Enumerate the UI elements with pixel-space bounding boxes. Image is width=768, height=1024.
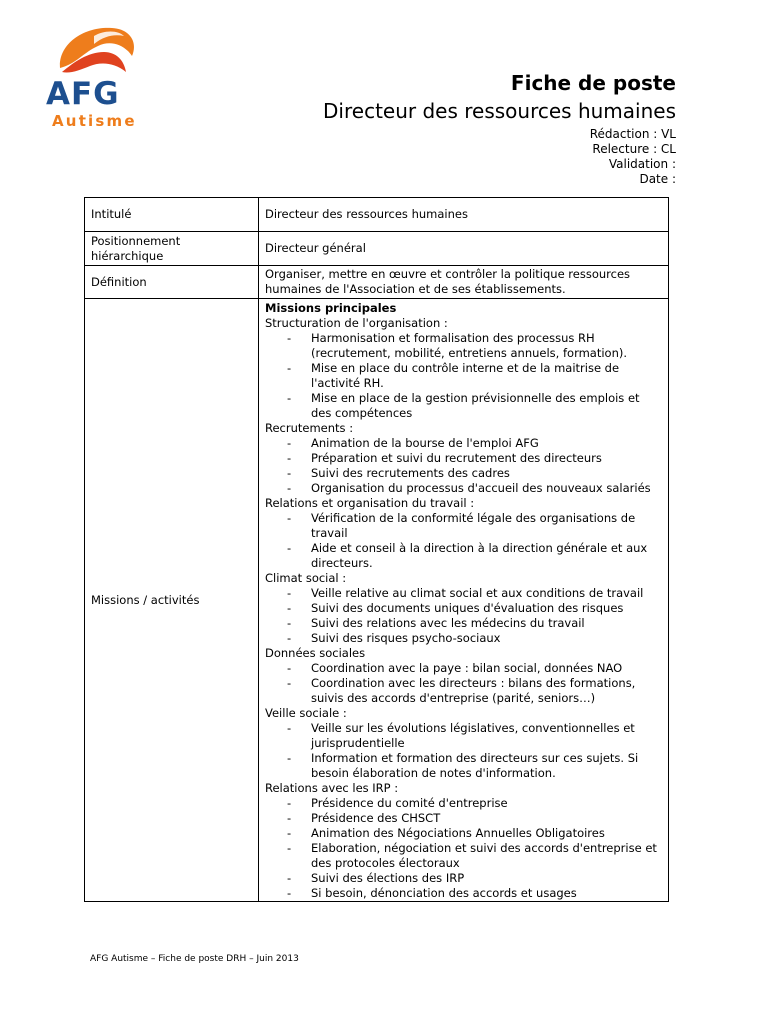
table-row [85,198,669,232]
mission-item-list [265,436,663,496]
list-item: - Elaboration, négociation et suivi des accords d'entreprise et des protocoles électoraux [265,841,663,871]
mission-item-list [265,586,663,646]
definition-value: Organiser, mettre en œuvre et contrôler la politique ressources humaines de l'Association et de ses établissements. [259,266,669,299]
mission-item-list [265,661,663,706]
list-item: - Veille sur les évolutions législatives, conventionnelles et jurisprudentielle [265,721,663,751]
definition-label: Définition [85,266,259,299]
list-item: - Présidence des CHSCT [265,811,663,826]
mission-group-heading: Veille sociale : [265,706,347,720]
missions-groups [265,316,663,901]
document-header [323,70,676,187]
list-item: - Animation de la bourse de l'emploi AFG [265,436,663,451]
list-item: - Si besoin, dénonciation des accords et usages [265,886,663,901]
list-item: - Harmonisation et formalisation des processus RH (recrutement, mobilité, entretiens annuels, formation). [265,331,663,361]
mission-item-list [265,331,663,421]
logo-subbrand-text: Autisme [52,112,137,130]
mission-group-heading: Relations et organisation du travail : [265,496,475,510]
mission-item-list [265,721,663,781]
list-item: - Suivi des documents uniques d'évaluation des risques [265,601,663,616]
list-item: - Veille relative au climat social et aux conditions de travail [265,586,663,601]
list-item: - Suivi des risques psycho-sociaux [265,631,663,646]
list-item: - Aide et conseil à la direction à la direction générale et aux directeurs. [265,541,663,571]
document-subtitle: Directeur des ressources humaines [323,99,676,123]
mission-group-heading: Recrutements : [265,421,354,435]
mission-group-heading: Structuration de l'organisation : [265,316,448,330]
mission-group-heading: Données sociales [265,646,366,660]
list-item: - Organisation du processus d'accueil des nouveaux salariés [265,481,663,496]
positionnement-label: Positionnement hiérarchique [85,232,259,266]
list-item: - Préparation et suivi du recrutement des directeurs [265,451,663,466]
meta-redaction: Rédaction : VL [589,127,676,141]
table-row [85,232,669,266]
positionnement-value: Directeur général [259,232,669,266]
intitule-label: Intitulé [85,198,259,232]
table-row [85,299,669,902]
page-footer: AFG Autisme – Fiche de poste DRH – Juin 2013 [90,954,299,964]
logo-mark-icon [54,22,138,84]
list-item: - Suivi des relations avec les médecins du travail [265,616,663,631]
meta-validation: Validation : [608,157,676,171]
document-title: Fiche de poste [510,71,676,95]
logo-brand-text: AFG [46,76,120,112]
mission-group-heading: Climat social : [265,571,347,585]
list-item: - Animation des Négociations Annuelles Obligatoires [265,826,663,841]
intitule-value: Directeur des ressources humaines [259,198,669,232]
list-item: - Suivi des élections des IRP [265,871,663,886]
mission-item-list [265,511,663,571]
list-item: - Mise en place du contrôle interne et de la maitrise de l'activité RH. [265,361,663,391]
mission-item-list [265,796,663,901]
list-item: - Vérification de la conformité légale des organisations de travail [265,511,663,541]
afg-autisme-logo [46,22,146,132]
list-item: - Coordination avec les directeurs : bilans des formations, suivis des accords d'entreprise (parité, seniors…) [265,676,663,706]
missions-label: Missions / activités [85,299,259,902]
meta-relecture: Relecture : CL [592,142,676,156]
table-row [85,266,669,299]
list-item: - Présidence du comité d'entreprise [265,796,663,811]
missions-content [259,299,669,902]
mission-group-heading: Relations avec les IRP : [265,781,399,795]
meta-date: Date : [639,172,676,186]
job-description-table [84,197,669,902]
list-item: - Information et formation des directeurs sur ces sujets. Si besoin élaboration de notes d'information. [265,751,663,781]
list-item: - Suivi des recrutements des cadres [265,466,663,481]
missions-title: Missions principales [265,301,397,315]
list-item: - Mise en place de la gestion prévisionnelle des emplois et des compétences [265,391,663,421]
list-item: - Coordination avec la paye : bilan social, données NAO [265,661,663,676]
